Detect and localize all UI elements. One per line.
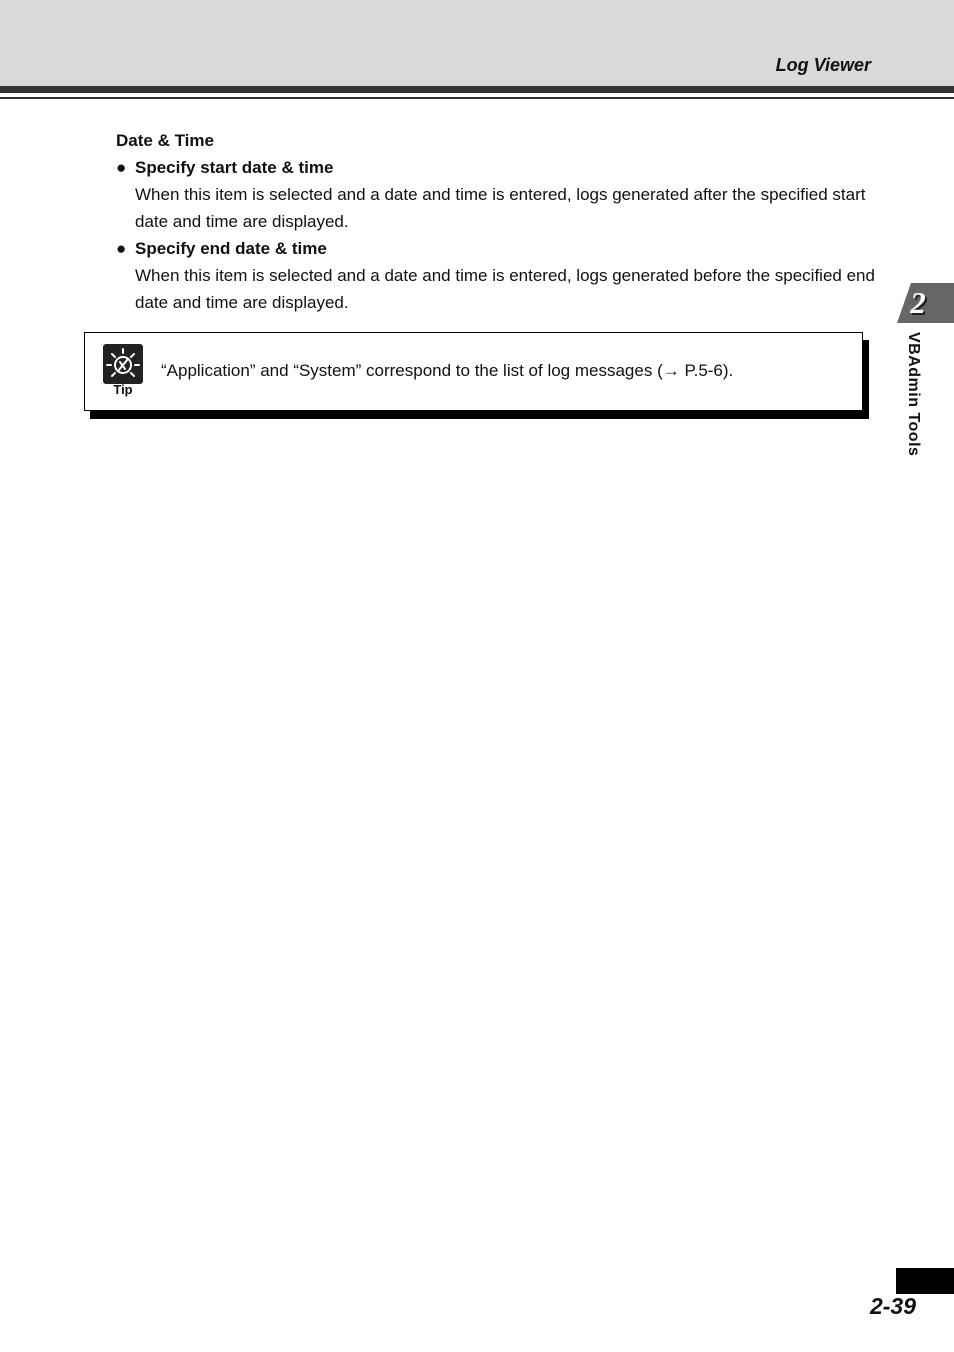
lightbulb-icon (103, 344, 143, 384)
header-rule-thin (0, 97, 954, 99)
main-content (116, 127, 876, 316)
tip-text: “Application” and “System” correspond to the list of log messages (→ P.5-6). (161, 361, 734, 380)
chapter-side-label: VBAdmin Tools (905, 332, 922, 457)
bullet-title: Specify start date & time (135, 158, 334, 177)
header-rule-thick (0, 86, 954, 93)
tip-label: Tip (113, 382, 133, 397)
bullet-title: Specify end date & time (135, 239, 327, 258)
section-heading: Date & Time (116, 131, 214, 150)
running-header-title: Log Viewer (775, 55, 871, 75)
bullet-icon: ● (116, 158, 127, 177)
page-number: 2-39 (869, 1293, 916, 1319)
bullet-body-start: When this item is selected and a date and time is entered, logs generated after the specified start date and time are displayed. (135, 185, 866, 231)
tip-box (84, 332, 863, 411)
page-number-block (896, 1268, 954, 1294)
chapter-number: 2 (910, 285, 926, 320)
bullet-body-end: When this item is selected and a date and time is entered, logs generated before the specified end date and time are displayed. (135, 266, 875, 312)
bullet-icon: ● (116, 239, 127, 258)
bullet-heading-end (116, 235, 876, 262)
bullet-heading-start (116, 154, 876, 181)
